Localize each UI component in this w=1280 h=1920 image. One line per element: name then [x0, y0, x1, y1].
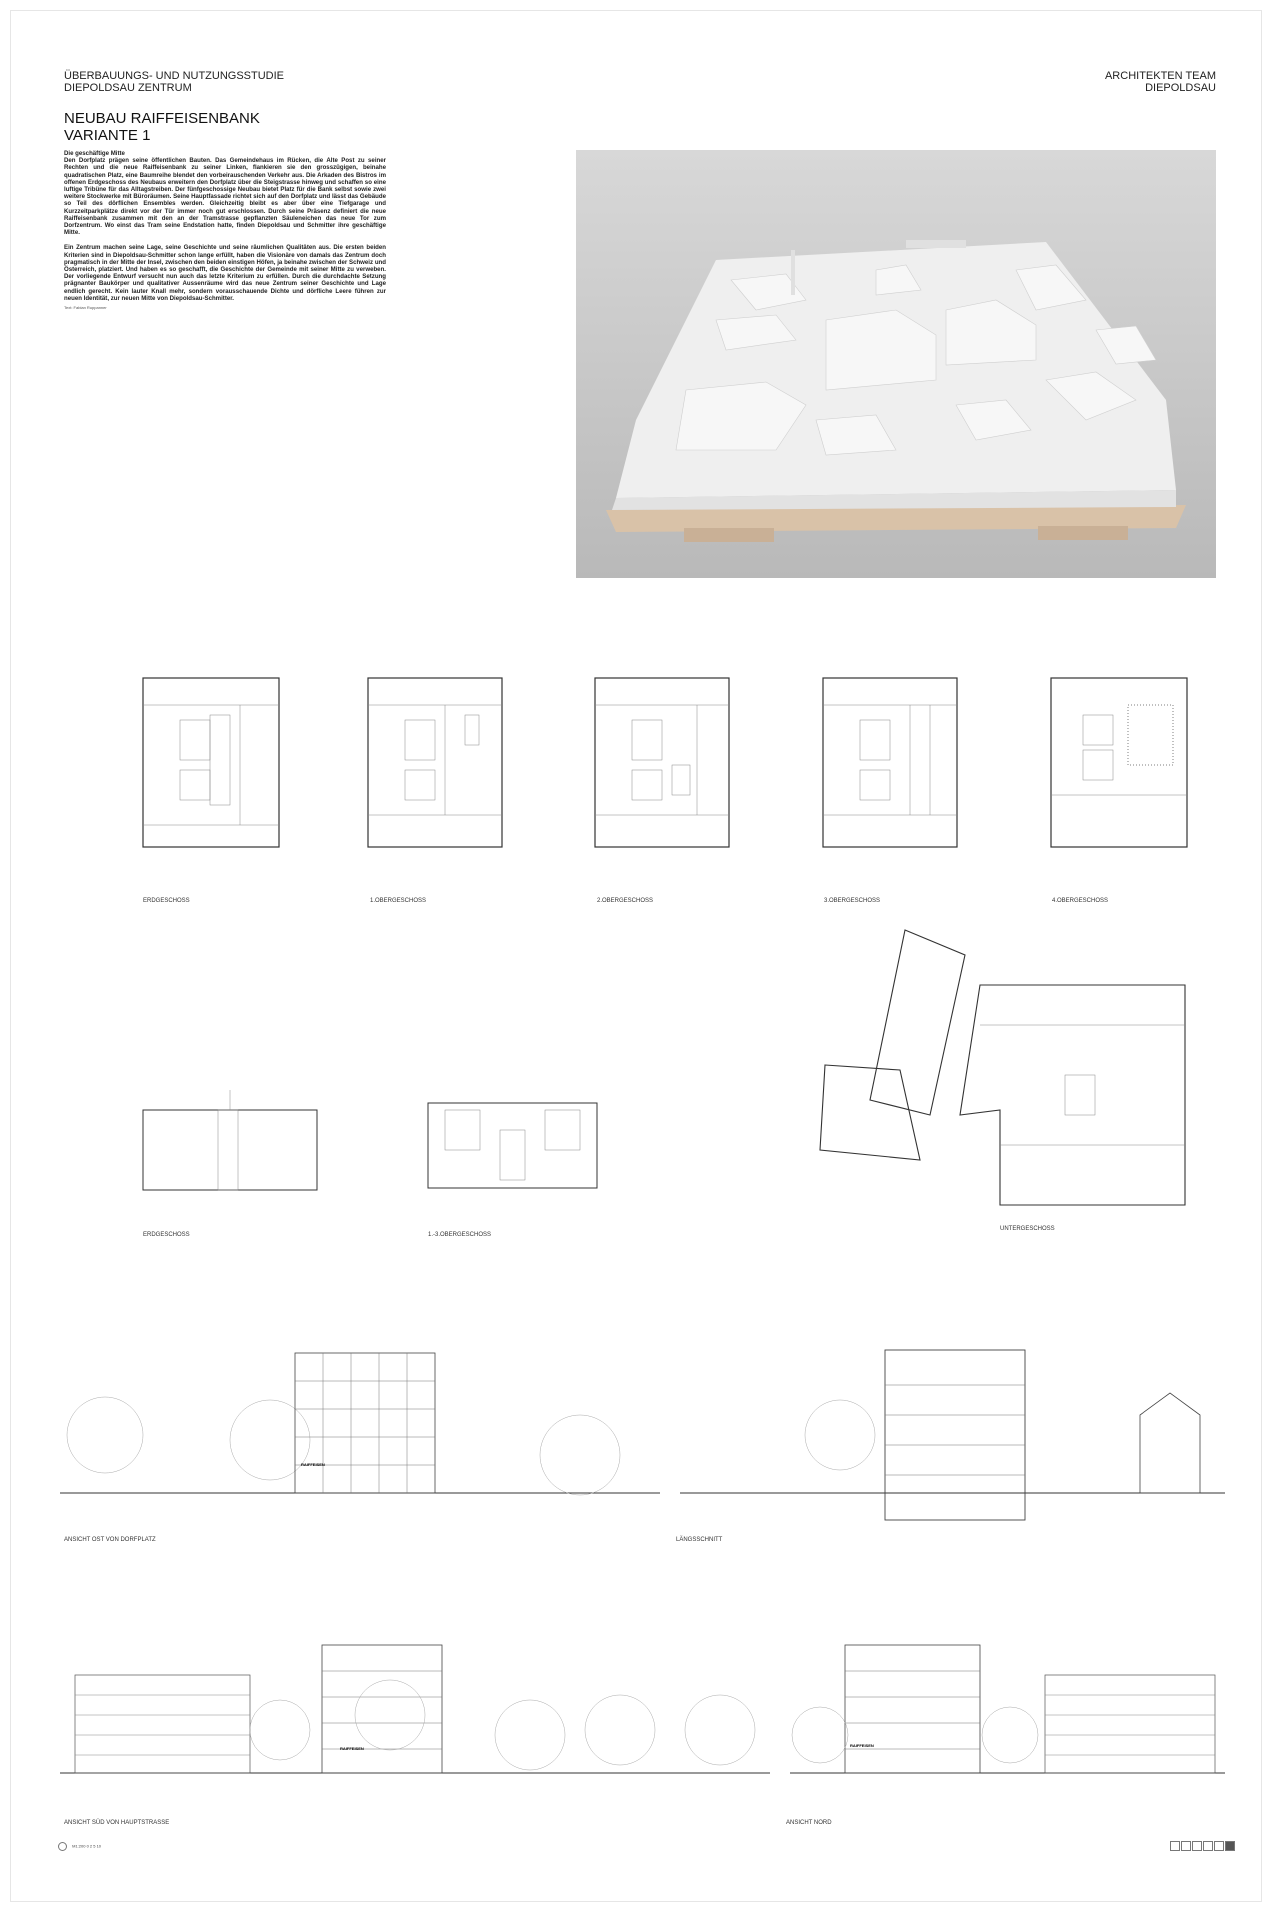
plan-second-floor: [592, 675, 732, 850]
caption-elevation-south: ANSICHT SÜD VON HAUPTSTRASSE: [64, 1820, 170, 1826]
team-line-2: DIEPOLDSAU: [1145, 82, 1216, 94]
poster-title: [64, 110, 260, 144]
plan-b-ground-floor: [140, 1088, 320, 1218]
sheet-box-1: [1170, 1841, 1180, 1851]
caption-elevation-east: ANSICHT OST VON DORFPLATZ: [64, 1537, 156, 1543]
plan-basement: [800, 925, 1190, 1225]
text-paragraph-1: Den Dorfplatz prägen seine öffentlichen Bauten. Das Gemeindehaus im Rücken, die Alte Post zu seiner Rechten und die neue Raiffeisenbank zu seiner Linken, flankieren sie den grosszügigen, beinahe quadratischen Platz, eine Baumreihe blendet den vorbeirauschenden Verkehr aus. Die Arkaden des Bistros im offenen Erdgeschoss des Neubaus erweitern den Dorfplatz über die Steigstrasse hinweg und schaffen so eine luftige Tribüne für das Alltagstreiben. Der fünfgeschossige Neubau bietet Platz für die Bank selbst sowie zwei weitere Stockwerke mit Büroräumen. Seine Hauptfassade richtet sich auf den Dorfplatz und lässt das Gebäude so Teil des dörflichen Ensembles werden. Gleichzeitig bleibt es aber über eine Tiefgarage und Kurzzeitparkplätze direkt vor der Tür immer noch gut erschlossen. Durch seine Präsenz definiert die neue Raiffeisenbank zusammen mit den an der Tramstrasse gepflanzten Säuleneichen das neue Tor zum Dorfzentrum. Wo einst das Tram seine Endstation hatte, finden Diepoldsau und Schmitter ihre geschäftige Mitte.: [64, 157, 386, 237]
scale-bar: [58, 1842, 101, 1851]
plan-ground-floor: [140, 675, 282, 850]
model-photo: [576, 150, 1216, 578]
description-text: [64, 150, 386, 311]
sheet-box-4: [1203, 1841, 1213, 1851]
plan-b-upper-floors: [425, 1100, 600, 1195]
sheet-box-6: [1225, 1841, 1235, 1851]
caption-b-upper-floors: 1.-3.OBERGESCHOSS: [428, 1232, 492, 1238]
sheet-box-5: [1214, 1841, 1224, 1851]
caption-second-floor: 2.OBERGESCHOSS: [597, 898, 654, 904]
caption-fourth-floor: 4.OBERGESCHOSS: [1052, 898, 1109, 904]
caption-third-floor: 3.OBERGESCHOSS: [824, 898, 881, 904]
sheet-box-2: [1181, 1841, 1191, 1851]
text-credit: Text: Fabian Ruppanner: [64, 305, 107, 311]
team-line-1: ARCHITEKTEN TEAM: [1104, 70, 1216, 82]
plan-third-floor: [820, 675, 960, 850]
sheet-box-3: [1192, 1841, 1202, 1851]
title-line-2: VARIANTE 1: [64, 127, 151, 144]
project-line-2: DIEPOLDSAU ZENTRUM: [64, 82, 192, 94]
section-longitudinal: [680, 1345, 1225, 1525]
north-arrow-icon: [58, 1842, 67, 1851]
project-header: [64, 70, 284, 94]
elevation-south: [60, 1635, 770, 1775]
sheet-index: [1170, 1838, 1236, 1856]
caption-elevation-north: ANSICHT NORD: [786, 1820, 832, 1826]
sign-east: RAIFFEISEN: [301, 1462, 325, 1467]
sign-south: RAIFFEISEN: [340, 1746, 364, 1751]
team-header: [1105, 70, 1216, 94]
caption-ground-floor: ERDGESCHOSS: [143, 898, 190, 904]
project-line-1: ÜBERBAUUNGS- UND NUTZUNGSSTUDIE: [64, 70, 285, 82]
elevation-east: [60, 1345, 660, 1505]
caption-first-floor: 1.OBERGESCHOSS: [370, 898, 427, 904]
elevation-north: [790, 1635, 1225, 1775]
text-heading: Die geschäftige Mitte: [64, 150, 125, 157]
caption-section: LÄNGSSCHNITT: [676, 1537, 723, 1543]
sign-north: RAIFFEISEN: [850, 1743, 874, 1748]
text-paragraph-2: Ein Zentrum machen seine Lage, seine Geschichte und seine räumlichen Qualitäten aus. Die ersten beiden Kriterien sind in Diepoldsau-Schmitter schon lange erfüllt, haben die Visionäre von damals das Zentrum doch pragmatisch in der Mitte der Insel, zwischen den beiden einstigen Höfen, ja beinahe zwischen der Schweiz und Österreich, platziert. Und haben es so geschafft, die Geschichte der Gemeinde mit seiner Mitte zu verweben. Der vorliegende Entwurf versucht nun auch das letzte Kriterium zu erfüllen. Durch die durchdachte Setzung prägnanter Baukörper und qualitativer Aussenräume wird das neue Zentrum seiner Geschichte und Lage endlich gerecht. Kein lauter Knall mehr, sondern vorausschauende Dichte und dörfliche Leere führen zur neuen Identität, zur neuen Mitte von Diepoldsau-Schmitter.: [64, 244, 386, 302]
caption-b-ground-floor: ERDGESCHOSS: [143, 1232, 190, 1238]
caption-basement: UNTERGESCHOSS: [1000, 1226, 1055, 1232]
plan-fourth-floor: [1048, 675, 1190, 850]
plan-first-floor: [365, 675, 505, 850]
title-line-1: NEUBAU RAIFFEISENBANK: [64, 110, 260, 127]
scale-label: M1:200 0 2 5 10: [72, 1843, 102, 1849]
